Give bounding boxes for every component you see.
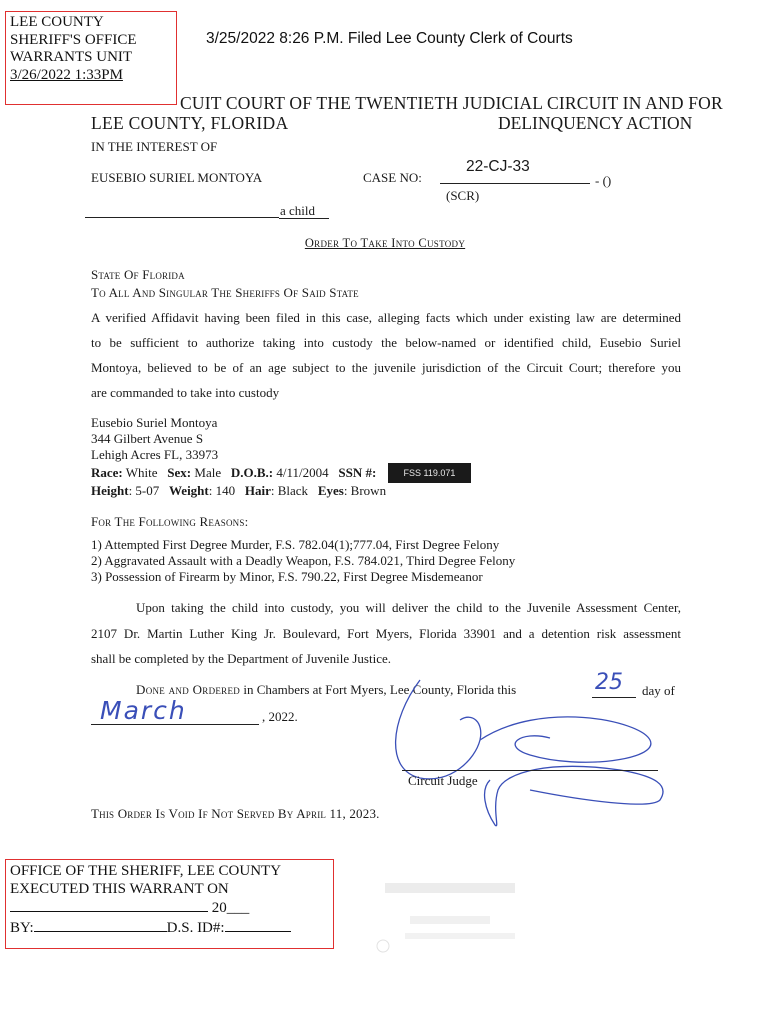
judge-signature	[380, 660, 680, 835]
eyes-value: : Brown	[343, 483, 387, 498]
execution-date-line	[10, 898, 329, 918]
delivery-line-2: 2107 Dr. Martin Luther King Jr. Boulevard, Fort Myers, Florida 33901 and a detention risk assessment	[91, 625, 681, 641]
signature-label: Circuit Judge	[408, 773, 478, 788]
subject-city: Lehigh Acres FL, 33973	[91, 447, 219, 462]
execution-stamp-line-2: EXECUTED THIS WARRANT ON	[10, 880, 229, 897]
execution-stamp-line-1: OFFICE OF THE SHERIFF, LEE COUNTY	[10, 863, 282, 879]
addressee-sheriffs: To All And Singular The Sheriffs Of Said State	[91, 285, 359, 300]
affidavit-line-1: A verified Affidavit having been filed in this case, alleging facts which under existing law are determined	[91, 310, 681, 325]
execution-date-blank	[10, 898, 208, 912]
sheriff-execution-stamp	[5, 859, 334, 949]
court-heading: CUIT COURT OF THE TWENTIETH JUDICIAL CIRCUIT IN AND FOR	[180, 93, 723, 113]
hair-value: : Black	[270, 483, 309, 498]
subject-name: Eusebio Suriel Montoya	[91, 415, 218, 430]
bleed-through-graphic	[375, 878, 535, 963]
addressee-state: State Of Florida	[91, 267, 185, 282]
done-ordered-lead: Done and Ordered	[136, 682, 241, 697]
ssn-redaction: FSS 119.071	[388, 463, 472, 483]
filed-notice: 3/25/2022 8:26 P.M. Filed Lee County Clerk of Courts	[206, 30, 573, 47]
stamp-line-2: SHERIFF'S OFFICE	[10, 31, 137, 48]
reasons-heading: For The Following Reasons:	[91, 514, 249, 529]
subject-descriptors-1	[91, 463, 471, 483]
ds-id-blank	[225, 918, 291, 932]
void-notice: This Order Is Void If Not Served By April 11, 2023.	[91, 806, 380, 821]
weight-value: : 140	[208, 483, 236, 498]
weight-label: Weight	[169, 483, 209, 498]
reasons-list	[91, 537, 515, 585]
reason-item: 1) Attempted First Degree Murder, F.S. 782.04(1);777.04, First Degree Felony	[91, 537, 500, 552]
stamp-line-1: LEE COUNTY	[10, 14, 104, 30]
reason-item: 3) Possession of Firearm by Minor, F.S. 790.22, First Degree Misdemeanor	[91, 569, 483, 584]
handwritten-day: 25	[595, 670, 623, 695]
dob-label: D.O.B.:	[230, 465, 274, 480]
case-number: 22-CJ-33	[466, 158, 530, 175]
child-label: a child	[280, 203, 316, 218]
stamp-line-3: WARRANTS UNIT	[10, 49, 133, 66]
child-underline	[85, 217, 279, 218]
handwritten-month: March	[100, 696, 187, 725]
sex-label: Sex:	[167, 465, 192, 480]
case-number-suffix: - ()	[595, 173, 612, 188]
reason-item: 2) Aggravated Assault with a Deadly Weapon, F.S. 784.021, Third Degree Felony	[91, 553, 516, 568]
in-interest-label: IN THE INTEREST OF	[91, 139, 218, 154]
eyes-label: Eyes	[317, 483, 344, 498]
ssn-label: SSN #:	[338, 465, 377, 480]
sheriff-received-stamp	[5, 11, 177, 105]
bleed-through-marks	[375, 878, 535, 963]
race-label: Race:	[91, 465, 123, 480]
subject-descriptors-2	[91, 483, 471, 499]
dob-value: 4/11/2004	[276, 465, 329, 480]
affidavit-line-2: to be sufficient to authorize taking into custody the below-named or identified child, Eusebio Suriel	[91, 335, 681, 350]
child-name-caption: EUSEBIO SURIEL MONTOYA	[91, 170, 263, 185]
day-of-label: day of	[642, 683, 675, 698]
subject-details	[91, 415, 471, 499]
subject-street: 344 Gilbert Avenue S	[91, 431, 204, 446]
month-underline	[91, 724, 259, 725]
by-blank	[34, 918, 167, 932]
year-text: , 2022.	[262, 709, 298, 724]
height-label: Height	[91, 483, 129, 498]
done-ordered-text: in Chambers at Fort Myers, Lee County, Florida this	[243, 682, 517, 697]
division-code: (SCR)	[446, 188, 480, 203]
by-label: BY:	[10, 920, 34, 937]
execution-year: 20___	[211, 900, 250, 917]
delivery-line-1: Upon taking the child into custody, you will deliver the child to the Juvenile Assessment Center,	[136, 600, 681, 615]
height-value: : 5-07	[128, 483, 160, 498]
hair-label: Hair	[244, 483, 271, 498]
execution-officer-line	[10, 918, 329, 938]
affidavit-line-3: Montoya, believed to be of an age subject to the juvenile jurisdiction of the Circuit Court; therefore you	[91, 360, 681, 375]
race-value: White	[125, 465, 158, 480]
case-number-underline	[440, 183, 590, 184]
affidavit-paragraph	[91, 305, 681, 405]
affidavit-line-4: are commanded to take into custody	[91, 385, 280, 400]
sex-value: Male	[194, 465, 222, 480]
court-county: LEE COUNTY, FLORIDA	[91, 113, 289, 133]
order-title: Order To Take Into Custody	[304, 236, 466, 250]
signature-line	[402, 770, 658, 771]
delivery-line-3: shall be completed by the Department of Juvenile Justice.	[91, 651, 391, 666]
ds-id-label: D.S. ID#:	[166, 920, 225, 937]
action-type: DELINQUENCY ACTION	[498, 113, 693, 133]
child-label-underline	[279, 218, 329, 219]
case-number-label: CASE NO:	[363, 170, 422, 185]
stamp-date: 3/26/2022 1:33PM	[10, 67, 123, 84]
